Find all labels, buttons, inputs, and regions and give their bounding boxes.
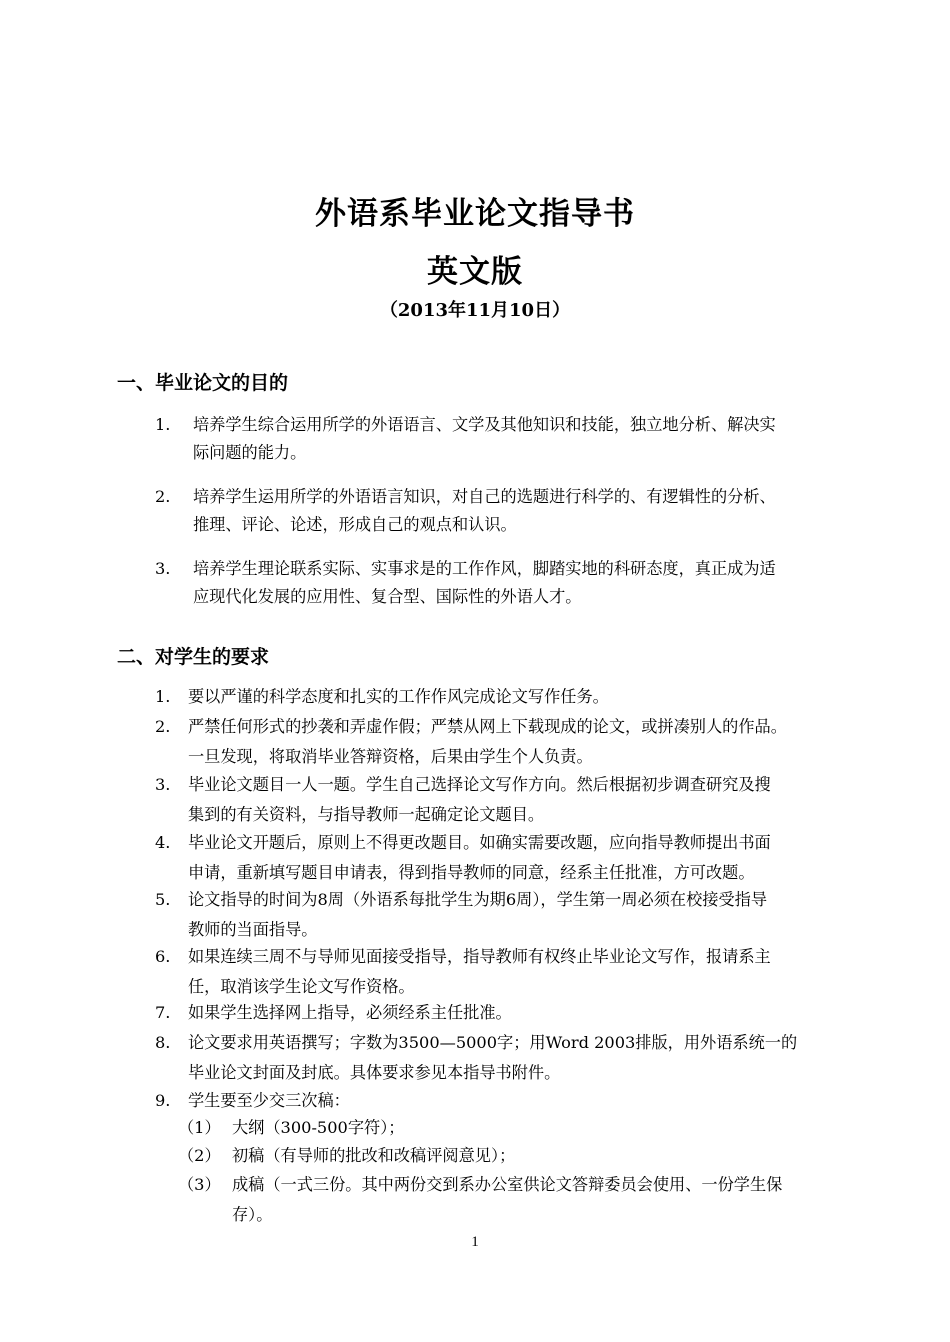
list-item-text: 论文指导的时间为8周（外语系每批学生为期6周），学生第一周必须在校接受指导 bbox=[188, 890, 768, 909]
list-item-text: 毕业论文开题后，原则上不得更改题目。如确实需要改题，应向指导教师提出书面 bbox=[188, 833, 771, 852]
list-item-text: 论文要求用英语撰写；字数为3500—5000字；用Word 2003排版，用外语系统一的 bbox=[188, 1033, 798, 1052]
list-item-text: 培养学生综合运用所学的外语语言、文学及其他知识和技能，独立地分析、解决实 bbox=[193, 415, 776, 434]
list-item-number: 1. bbox=[155, 415, 171, 434]
list-item-text: 如果学生选择网上指导，必须经系主任批准。 bbox=[188, 1003, 512, 1022]
list-item-text: 严禁任何形式的抄袭和弄虚作假；严禁从网上下载现成的论文，或拼凑别人的作品。 bbox=[188, 717, 787, 736]
list-item-number: 3. bbox=[155, 775, 171, 794]
document-title: 外语系毕业论文指导书 bbox=[315, 196, 635, 232]
sub-list-item-text: 存）。 bbox=[232, 1205, 273, 1224]
list-item-text: 培养学生理论联系实际、实事求是的工作作风，脚踏实地的科研态度，真正成为适 bbox=[193, 559, 776, 578]
list-item-text: 应现代化发展的应用性、复合型、国际性的外语人才。 bbox=[193, 587, 582, 606]
list-item-text: 毕业论文题目一人一题。学生自己选择论文写作方向。然后根据初步调查研究及搜 bbox=[188, 775, 771, 794]
list-item-text: 推理、评论、论述，形成自己的观点和认识。 bbox=[193, 515, 517, 534]
list-item-text: 毕业论文封面及封底。具体要求参见本指导书附件。 bbox=[188, 1063, 561, 1082]
list-item-text: 际问题的能力。 bbox=[193, 443, 307, 462]
list-item-text: 申请，重新填写题目申请表，得到指导教师的同意，经系主任批准，方可改题。 bbox=[188, 863, 755, 882]
list-item-number: 2. bbox=[155, 717, 171, 736]
list-item-text: 培养学生运用所学的外语语言知识，对自己的选题进行科学的、有逻辑性的分析、 bbox=[193, 487, 776, 506]
list-item-text: 如果连续三周不与导师见面接受指导，指导教师有权终止毕业论文写作，报请系主 bbox=[188, 947, 771, 966]
list-item-text: 一旦发现，将取消毕业答辩资格，后果由学生个人负责。 bbox=[188, 747, 593, 766]
sub-list-item-text: 初稿（有导师的批改和改稿评阅意见）； bbox=[232, 1146, 516, 1165]
list-item-number: 4. bbox=[155, 833, 171, 852]
list-item-text: 学生要至少交三次稿： bbox=[188, 1091, 350, 1110]
sub-list-item-text: 大纲（300-500字符）； bbox=[232, 1118, 405, 1137]
sub-list-item-number: （2） bbox=[178, 1146, 221, 1165]
section-heading-requirements: 二、对学生的要求 bbox=[117, 646, 270, 668]
document-date: （2013年11月10日） bbox=[379, 300, 571, 321]
list-item-number: 7. bbox=[155, 1003, 171, 1022]
list-item-number: 3. bbox=[155, 559, 171, 578]
sub-list-item-number: （3） bbox=[178, 1175, 221, 1194]
list-item-text: 集到的有关资料，与指导教师一起确定论文题目。 bbox=[188, 805, 545, 824]
list-item-text: 要以严谨的科学态度和扎实的工作作风完成论文写作任务。 bbox=[188, 687, 609, 706]
list-item-number: 5. bbox=[155, 890, 171, 909]
page-number: 1 bbox=[471, 1234, 479, 1250]
list-item-number: 9. bbox=[155, 1091, 171, 1110]
list-item-text: 教师的当面指导。 bbox=[188, 920, 318, 939]
section-heading-purpose: 一、毕业论文的目的 bbox=[117, 372, 289, 394]
list-item-number: 1. bbox=[155, 687, 171, 706]
list-item-number: 6. bbox=[155, 947, 171, 966]
list-item-number: 8. bbox=[155, 1033, 171, 1052]
list-item-number: 2. bbox=[155, 487, 171, 506]
list-item-text: 任，取消该学生论文写作资格。 bbox=[188, 977, 415, 996]
sub-list-item-text: 成稿（一式三份。其中两份交到系办公室供论文答辩委员会使用、一份学生保 bbox=[232, 1175, 783, 1194]
sub-list-item-number: （1） bbox=[178, 1118, 221, 1137]
document-subtitle: 英文版 bbox=[427, 254, 523, 290]
